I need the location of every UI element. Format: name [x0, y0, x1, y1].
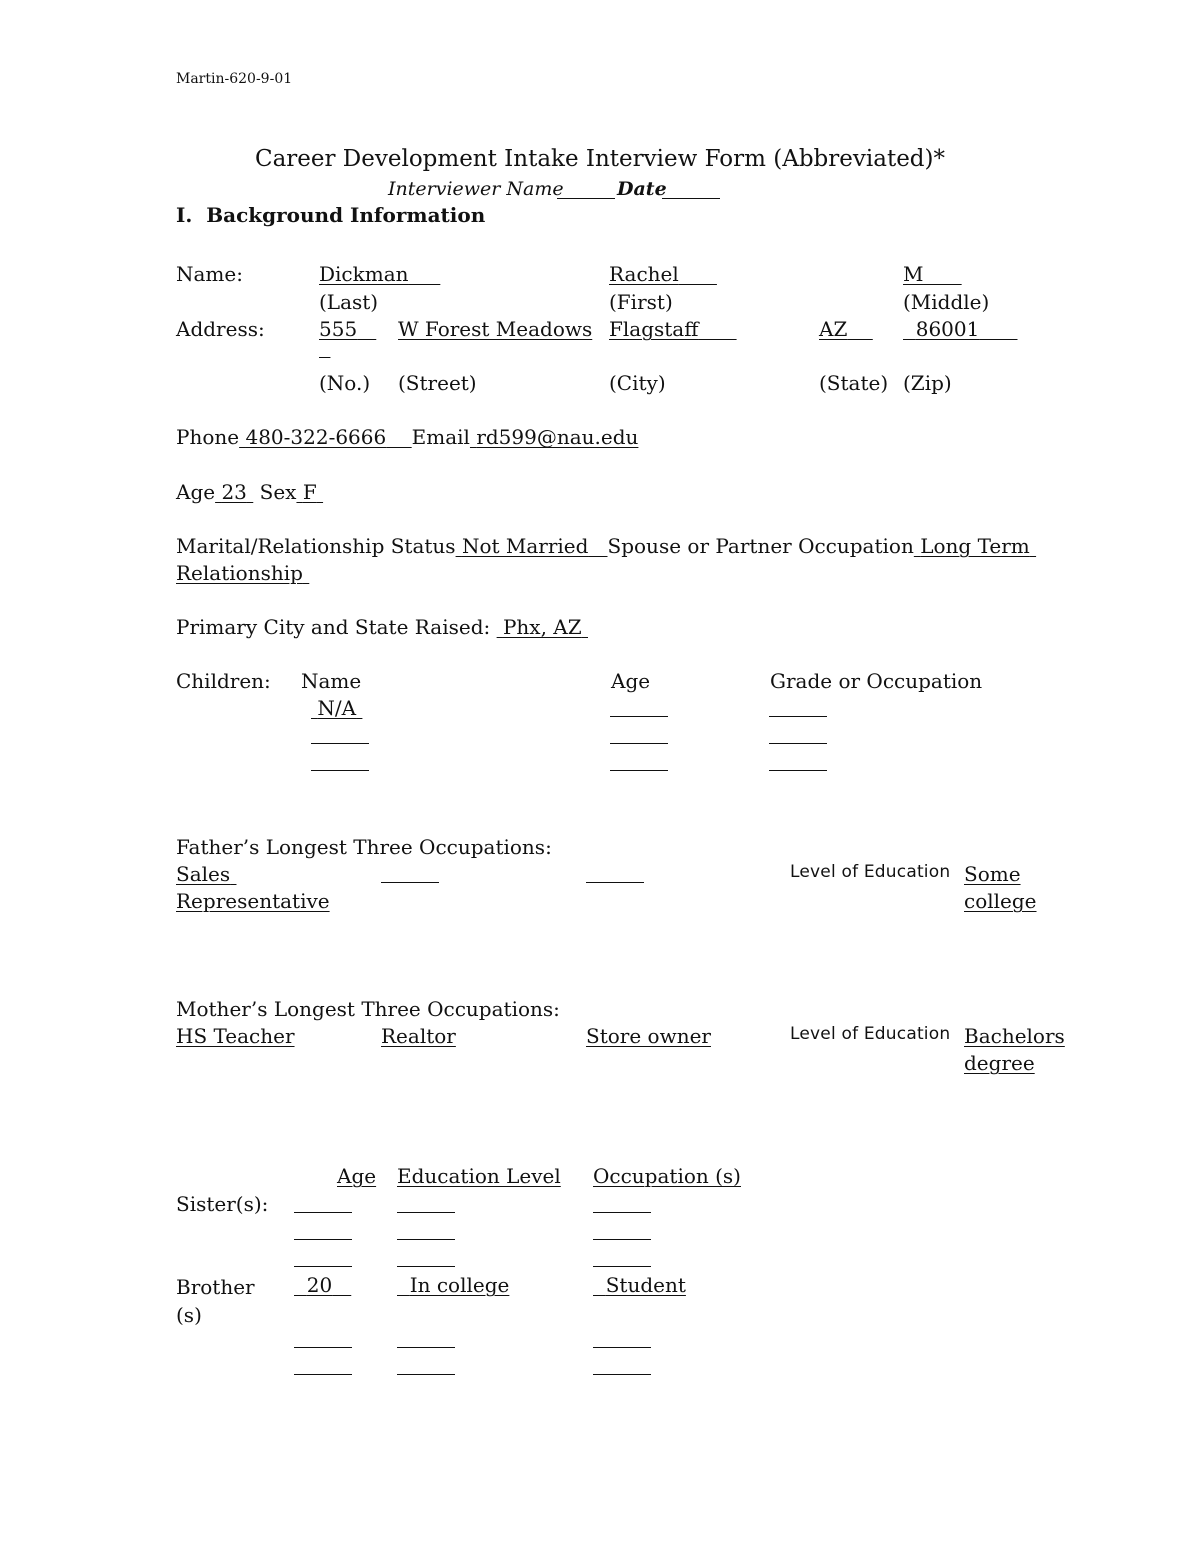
children-grade-header: Grade or Occupation	[770, 669, 983, 693]
father-education-value: Some college	[964, 862, 1037, 913]
email-value: rd599@nau.edu	[476, 425, 639, 449]
age-sex-line	[176, 480, 323, 504]
siblings-occupation-header: Occupation (s)	[593, 1164, 741, 1188]
city-value: Flagstaff	[609, 317, 699, 341]
sister-age-3[interactable]	[294, 1266, 352, 1267]
child-grade-1[interactable]	[769, 716, 827, 717]
father-occupation-1-line1: Sales	[176, 862, 231, 886]
father-occupation-1-line2: Representative	[176, 889, 330, 913]
mother-occupation-1: HS Teacher	[176, 1024, 295, 1048]
brother-occupation-1: Student	[605, 1273, 686, 1297]
form-title: Career Development Intake Interview Form (Abbreviated)*	[254, 146, 946, 172]
brother-education-1: In college	[409, 1273, 510, 1297]
brother-age-3[interactable]	[294, 1374, 352, 1375]
date-blank[interactable]	[662, 198, 720, 199]
zip-caption: (Zip)	[903, 371, 952, 395]
brother-education-2[interactable]	[397, 1347, 455, 1348]
sister-label: Sister(s):	[176, 1192, 269, 1216]
street-value: W Forest Meadows	[398, 317, 593, 341]
contact-line	[176, 425, 638, 449]
child-grade-3[interactable]	[769, 770, 827, 771]
phone-value: 480-322-6666	[245, 425, 387, 449]
child-age-1[interactable]	[610, 716, 668, 717]
sister-occupation-2[interactable]	[593, 1239, 651, 1240]
interviewer-name-label: Interviewer Name	[388, 178, 564, 200]
sister-education-1[interactable]	[397, 1212, 455, 1213]
last-caption: (Last)	[319, 290, 379, 314]
child-age-3[interactable]	[610, 770, 668, 771]
first-name-value: Rachel	[609, 262, 679, 286]
name-label: Name:	[176, 262, 243, 286]
mother-education-value: Bachelors degree	[964, 1024, 1065, 1075]
sex-value: F	[302, 480, 317, 504]
first-caption: (First)	[609, 290, 673, 314]
children-label: Children:	[176, 669, 271, 693]
email-label: Email	[411, 425, 470, 449]
spouse-value-line1: Long Term	[920, 534, 1030, 558]
state-caption: (State)	[819, 371, 889, 395]
father-heading: Father’s Longest Three Occupations:	[176, 835, 552, 859]
brother-occupation-3[interactable]	[593, 1374, 651, 1375]
mother-education-label: Level of Education	[790, 1024, 951, 1044]
middle-caption: (Middle)	[903, 290, 990, 314]
siblings-education-header: Education Level	[397, 1164, 561, 1188]
child-name-3[interactable]	[311, 770, 369, 771]
brother-education-3[interactable]	[397, 1374, 455, 1375]
sex-label: Sex	[259, 480, 297, 504]
mother-occupation-2: Realtor	[381, 1024, 456, 1048]
raised-line	[176, 615, 588, 639]
sister-occupation-3[interactable]	[593, 1266, 651, 1267]
state-value: AZ	[819, 317, 848, 341]
interviewer-line	[388, 178, 564, 200]
mother-occupation-3: Store owner	[586, 1024, 711, 1048]
address-number-wrap	[319, 343, 330, 357]
child-name-1: N/A	[317, 696, 357, 720]
raised-label: Primary City and State Raised:	[176, 615, 491, 639]
document-reference: Martin-620-9-01	[176, 71, 293, 87]
section-heading: I. Background Information	[176, 203, 486, 227]
sister-education-3[interactable]	[397, 1266, 455, 1267]
age-label: Age	[176, 480, 216, 504]
marital-line	[176, 534, 1036, 558]
age-value: 23	[221, 480, 247, 504]
mother-heading: Mother’s Longest Three Occupations:	[176, 997, 560, 1021]
marital-value: Not Married	[461, 534, 589, 558]
father-education-label: Level of Education	[790, 862, 951, 882]
marital-label: Marital/Relationship Status	[176, 534, 456, 558]
date-label: Date	[617, 178, 667, 200]
zip-value: 86001	[915, 317, 980, 341]
father-occupation-2[interactable]	[381, 882, 439, 883]
siblings-age-header: Age	[337, 1164, 377, 1188]
brother-occupation-2[interactable]	[593, 1347, 651, 1348]
middle-name-value: M	[903, 262, 924, 286]
number-caption: (No.)	[319, 371, 371, 395]
children-age-header: Age	[611, 669, 651, 693]
last-name-value: Dickman	[319, 262, 409, 286]
spouse-label: Spouse or Partner Occupation	[607, 534, 914, 558]
spouse-value-line2: Relationship	[176, 561, 303, 585]
father-occupation-3[interactable]	[586, 882, 644, 883]
sister-age-2[interactable]	[294, 1239, 352, 1240]
sister-age-1[interactable]	[294, 1212, 352, 1213]
brother-age-1: 20	[306, 1273, 333, 1297]
interviewer-name-blank[interactable]	[557, 198, 615, 199]
street-caption: (Street)	[398, 371, 477, 395]
brother-age-2[interactable]	[294, 1347, 352, 1348]
child-grade-2[interactable]	[769, 743, 827, 744]
sister-occupation-1[interactable]	[593, 1212, 651, 1213]
city-caption: (City)	[609, 371, 666, 395]
brother-label: Brother(s)	[176, 1275, 255, 1327]
children-name-header: Name	[301, 669, 362, 693]
child-age-2[interactable]	[610, 743, 668, 744]
child-name-2[interactable]	[311, 743, 369, 744]
phone-label: Phone	[176, 425, 240, 449]
address-number-value: 555	[319, 317, 358, 341]
sister-education-2[interactable]	[397, 1239, 455, 1240]
address-label: Address:	[176, 317, 265, 341]
raised-value: Phx, AZ	[502, 615, 582, 639]
